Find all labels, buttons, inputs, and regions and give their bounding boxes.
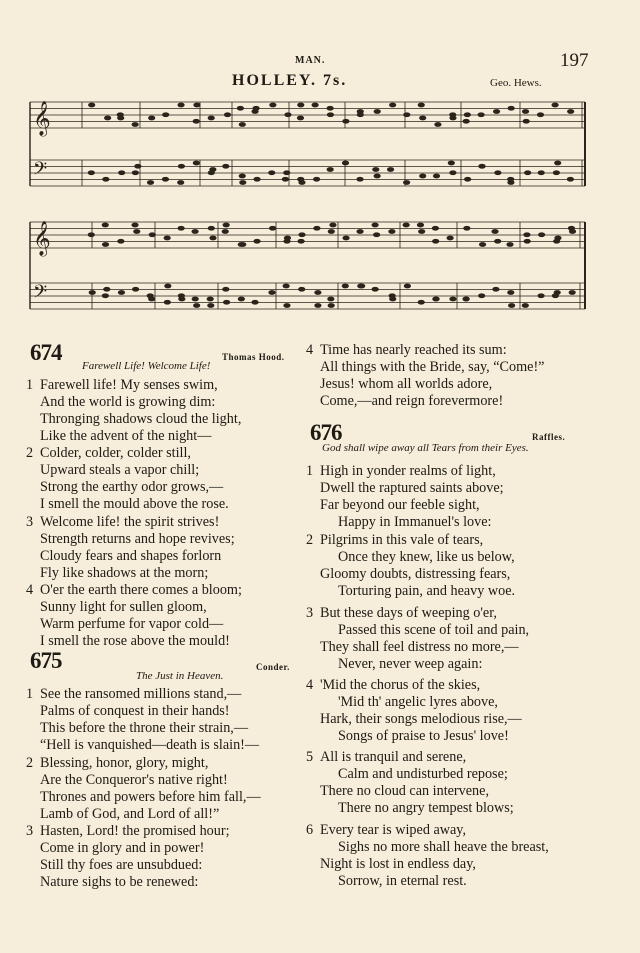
stanza-line: This before the throne their strain,—	[40, 720, 249, 736]
stanza-number: 4	[306, 677, 314, 693]
page-number: 197	[560, 50, 589, 71]
stanza-line: Every tear is wiped away,	[320, 822, 467, 838]
hymn-author: Thomas Hood.	[222, 352, 285, 362]
stanza-number: 4	[26, 582, 34, 598]
stanza-line: “Hell is vanquished—death is slain!—	[40, 737, 260, 753]
hymn-author: Conder.	[256, 662, 290, 672]
svg-text:𝄢: 𝄢	[33, 159, 48, 184]
stanza-line: 'Mid th' angelic lyres above,	[338, 694, 498, 710]
stanza-line: 'Mid the chorus of the skies,	[320, 677, 481, 693]
hymn-subtitle: Farewell Life! Welcome Life!	[82, 360, 211, 372]
stanza-line: Passed this scene of toil and pain,	[338, 622, 530, 638]
stanza-number: 2	[306, 532, 314, 548]
stanza-line: Pilgrims in this vale of tears,	[320, 532, 484, 548]
hymn-author: Raffles.	[532, 432, 566, 442]
stanza-line: Lamb of God, and Lord of all!”	[40, 806, 220, 822]
hymn-number: 674	[30, 340, 62, 365]
stanza-line: O'er the earth there comes a bloom;	[40, 582, 242, 598]
stanza-line: Never, never weep again:	[338, 656, 483, 672]
stanza-line: Night is lost in endless day,	[320, 856, 476, 872]
stanza-line: Sorrow, in eternal rest.	[338, 873, 467, 889]
stanza-line: Nature sighs to be renewed:	[40, 874, 199, 890]
stanza-number: 2	[26, 755, 34, 771]
stanza-line: Thrones and powers before him fall,—	[40, 789, 261, 805]
stanza-line: Colder, colder, colder still,	[40, 445, 191, 461]
stanza-line: Blessing, honor, glory, might,	[40, 755, 209, 771]
hymn-subtitle: The Just in Heaven.	[136, 670, 224, 682]
stanza-line: Come in glory and in power!	[40, 840, 205, 856]
stanza-line: Jesus! whom all worlds adore,	[320, 376, 493, 392]
stanza-number: 1	[306, 463, 314, 479]
stanza-line: There no angry tempest blows;	[338, 800, 514, 816]
stanza-line: Far beyond our feeble sight,	[320, 497, 480, 513]
stanza-number: 2	[26, 445, 34, 461]
svg-text:𝄞: 𝄞	[33, 221, 51, 256]
composer: Geo. Hews.	[490, 77, 542, 89]
stanza-line: Happy in Immanuel's love:	[338, 514, 492, 530]
running-head: MAN.	[295, 55, 326, 66]
stanza-line: Dwell the raptured saints above;	[320, 480, 504, 496]
stanza-number: 1	[26, 686, 34, 702]
stanza-line: Calm and undisturbed repose;	[338, 766, 508, 782]
hymn-subtitle: God shall wipe away all Tears from their Eyes.	[322, 442, 529, 454]
stanza-line: I smell the rose above the mould!	[40, 633, 230, 649]
stanza-line: See the ransomed millions stand,—	[40, 686, 242, 702]
tune-name: HOLLEY. 7s.	[232, 72, 348, 89]
stanza-line: Upward steals a vapor chill;	[40, 462, 200, 478]
stanza-line: Once they knew, like us below,	[338, 549, 515, 565]
stanza-line: Farewell life! My senses swim,	[40, 377, 218, 393]
svg-text:𝄞: 𝄞	[33, 101, 51, 136]
stanza-line: And the world is growing dim:	[40, 394, 216, 410]
stanza-number: 5	[306, 749, 314, 765]
stanza-line: High in yonder realms of light,	[320, 463, 496, 479]
stanza-line: Come,—and reign forevermore!	[320, 393, 504, 409]
stanza-line: Palms of conquest in their hands!	[40, 703, 230, 719]
stanza-number: 3	[306, 605, 314, 621]
stanza-number: 3	[26, 823, 34, 839]
stanza-line: Are the Conqueror's native right!	[40, 772, 228, 788]
stanza-line: Thronging shadows cloud the light,	[40, 411, 242, 427]
stanza-line: Fly like shadows at the morn;	[40, 565, 209, 581]
stanza-line: All things with the Bride, say, “Come!”	[320, 359, 545, 375]
stanza-line: But these days of weeping o'er,	[320, 605, 497, 621]
stanza-line: Hasten, Lord! the promised hour;	[40, 823, 230, 839]
stanza-line: Warm perfume for vapor cold—	[40, 616, 224, 632]
svg-text:𝄢: 𝄢	[33, 282, 48, 307]
stanza-line: Torturing pain, and heavy woe.	[338, 583, 516, 599]
stanza-line: Strength returns and hope revives;	[40, 531, 235, 547]
stanza-line: Time has nearly reached its sum:	[320, 342, 507, 358]
stanza-number: 1	[26, 377, 34, 393]
stanza-number: 3	[26, 514, 34, 530]
stanza-line: Gloomy doubts, distressing fears,	[320, 566, 511, 582]
stanza-line: Hark, their songs melodious rise,—	[320, 711, 522, 727]
stanza-line: Welcome life! the spirit strives!	[40, 514, 220, 530]
stanza-line: Sighs no more shall heave the breast,	[338, 839, 549, 855]
stanza-line: Sunny light for sullen gloom,	[40, 599, 207, 615]
stanza-line: Like the advent of the night—	[40, 428, 212, 444]
stanza-line: Cloudy fears and shapes forlorn	[40, 548, 222, 564]
stanza-line: I smell the mould above the rose.	[40, 496, 229, 512]
stanza-line: Still thy foes are unsubdued:	[40, 857, 203, 873]
hymn-number: 675	[30, 648, 62, 673]
music-score	[0, 0, 640, 340]
stanza-line: Strong the earthy odor grows,—	[40, 479, 224, 495]
stanza-number: 6	[306, 822, 314, 838]
hymn-number: 676	[310, 420, 342, 445]
stanza-line: There no cloud can intervene,	[320, 783, 489, 799]
stanza-line: They shall feel distress no more,—	[320, 639, 519, 655]
stanza-line: All is tranquil and serene,	[320, 749, 467, 765]
stanza-line: Songs of praise to Jesus' love!	[338, 728, 509, 744]
stanza-number: 4	[306, 342, 314, 358]
